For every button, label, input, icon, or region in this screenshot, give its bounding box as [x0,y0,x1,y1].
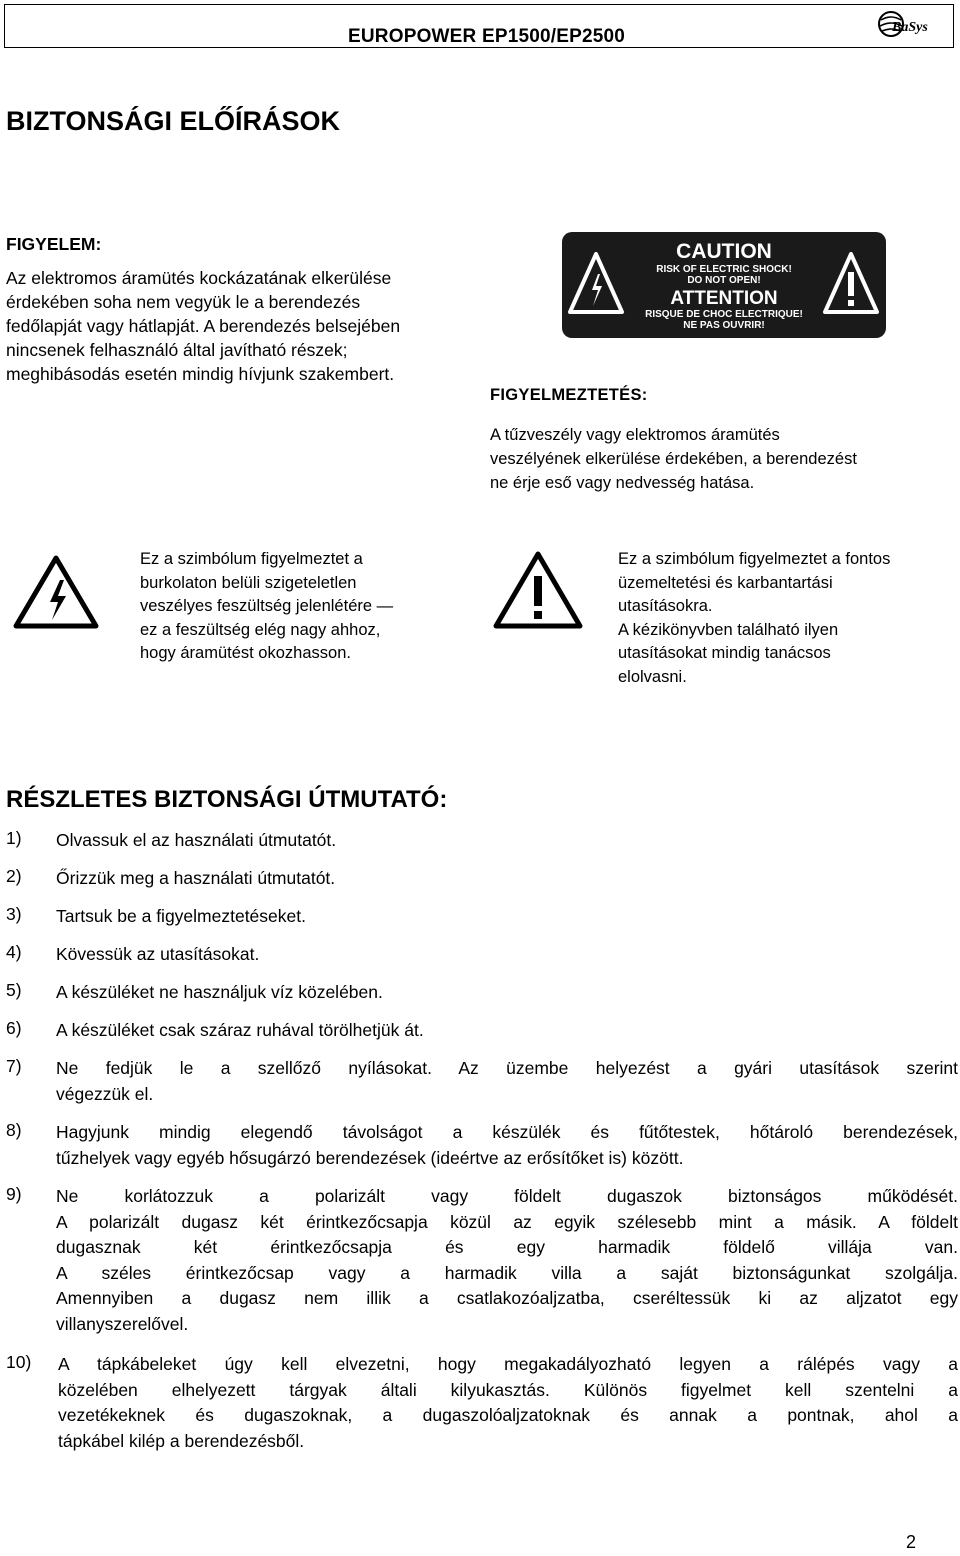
item-text: vezetékeknek és dugaszoknak, a dugaszolóaljzatoknak és annak a pontnak, ahol a [58,1405,958,1426]
section-title: RÉSZLETES BIZTONSÁGI ÚTMUTATÓ: [6,786,448,813]
item-text: Ne fedjük le a szellőző nyílásokat. Az üzembe helyezést a gyári utasítások szerint [56,1058,958,1078]
text-line: ez a feszültség elég nagy ahhoz, [140,620,381,639]
item-text: Tartsuk be a figyelmeztetéseket. [56,906,306,926]
caution-line-1: CAUTION [676,240,772,263]
exclamation-symbol-text [618,548,890,690]
caution-line-2: RISK OF ELECTRIC SHOCK! [656,264,792,275]
header-title: EUROPOWER EP1500/EP2500 [348,26,626,47]
warning-line: veszélyének elkerülése érdekében, a berendezést [490,450,857,468]
attention-label: FIGYELEM: [6,234,102,254]
text-line: üzemeltetési és karbantartási [618,573,833,592]
item-number: 6) [6,1018,22,1038]
instruction-item [6,1056,958,1107]
item-text: villanyszerelővel. [56,1313,189,1334]
item-number: 7) [6,1056,22,1076]
instruction-item [6,1352,958,1454]
text-line: Ez a szimbólum figyelmeztet a [140,550,363,568]
item-text: A polarizált dugasz két érintkezőcsapja közül az egyik szélesebb mint a másik. A földelt [56,1211,958,1232]
item-number: 5) [6,980,22,1000]
item-number: 3) [6,904,22,924]
warning-line: A tűzveszély vagy elektromos áramütés [490,426,780,444]
caution-line-6: NE PAS OUVRIR! [683,320,765,331]
item-text: közelében elhelyezett tárgyak általi kilyukasztás. Különös figyelmet kell szentelni a [58,1379,958,1400]
lightning-symbol-text [140,548,393,666]
item-number: 1) [6,828,22,848]
instruction-item [6,904,958,930]
text-line: elolvasni. [618,667,687,686]
item-text: Olvassuk el az használati útmutatót. [56,830,337,850]
item-text: A széles érintkezőcsap vagy a harmadik villa a saját biztonságunkat szolgálja. [56,1262,958,1283]
instruction-item [6,980,958,1006]
text-line: utasításokra. [618,597,713,616]
item-text: Hagyjunk mindig elegendő távolságot a készülék és fűtőtestek, hőtároló berendezések, [56,1122,958,1142]
attention-line: meghibásodás esetén mindig hívjunk szakembert. [6,364,395,384]
page-title: BIZTONSÁGI ELŐÍRÁSOK [6,106,341,136]
text-line: Ez a szimbólum figyelmeztet a fontos [618,550,891,568]
item-text: tápkábel kilép a berendezésből. [58,1430,305,1451]
instruction-item [6,942,958,968]
item-text: A készüléket csak száraz ruhával törölhetjük át. [56,1020,424,1040]
item-number: 10) [6,1352,32,1372]
instruction-item [6,1184,958,1338]
caution-line-5: RISQUE DE CHOC ELECTRIQUE! [645,309,803,320]
item-number: 4) [6,942,22,962]
text-line: veszélyes feszültség jelenlétére — [140,597,394,616]
attention-line: Az elektromos áramütés kockázatának elkerülése [6,268,392,288]
item-text: dugasznak két érintkezőcsapja és egy harmadik földelő villája van. [56,1237,958,1258]
page-number: 2 [906,1532,917,1552]
logo-text: BaSys [892,20,928,35]
attention-line: érdekében soha nem vegyük le a berendezés [6,292,361,312]
attention-line: nincsenek felhasználó által javítható részek; [6,340,348,360]
instruction-item [6,1018,958,1044]
instruction-item [6,828,958,854]
item-number: 9) [6,1184,22,1204]
instruction-item [6,1120,958,1171]
text-line: A kézikönyvben található ilyen [618,620,839,639]
item-text: Kövessük az utasításokat. [56,944,260,964]
text-line: hogy áramütést okozhasson. [140,644,351,663]
text-line: burkolaton belüli szigeteletlen [140,573,357,592]
text-line: utasításokat mindig tanácsos [618,644,831,663]
item-number: 2) [6,866,22,886]
warning-label: FIGYELMEZTETÉS: [490,386,648,404]
item-text: végezzük el. [56,1083,154,1104]
item-text: A készüléket ne használjuk víz közelében. [56,982,383,1002]
item-text: A tápkábeleket úgy kell elvezetni, hogy megakadályozható legyen a rálépés vagy a [58,1354,958,1374]
caution-line-4: ATTENTION [670,288,778,309]
item-number: 8) [6,1120,22,1140]
instruction-item [6,866,958,892]
caution-label [562,232,886,338]
item-text: Amennyiben a dugasz nem illik a csatlakozóaljzatba, cseréltessük ki az aljzatot egy [56,1288,958,1309]
attention-line: fedőlapját vagy hátlapját. A berendezés belsejében [6,316,401,336]
caution-line-3: DO NOT OPEN! [687,275,761,286]
item-text: tűzhelyek vagy egyéb hősugárzó berendezések (ideértve az erősítőket is) között. [56,1147,684,1168]
warning-line: ne érje eső vagy nedvesség hatása. [490,474,755,492]
basys-logo [876,8,944,42]
exclamation-triangle-icon [490,548,586,632]
item-text: Őrizzük meg a használati útmutatót. [56,868,336,888]
item-text: Ne korlátozzuk a polarizált vagy földelt dugaszok biztonságos működését. [56,1186,958,1206]
lightning-triangle-icon [10,552,102,632]
